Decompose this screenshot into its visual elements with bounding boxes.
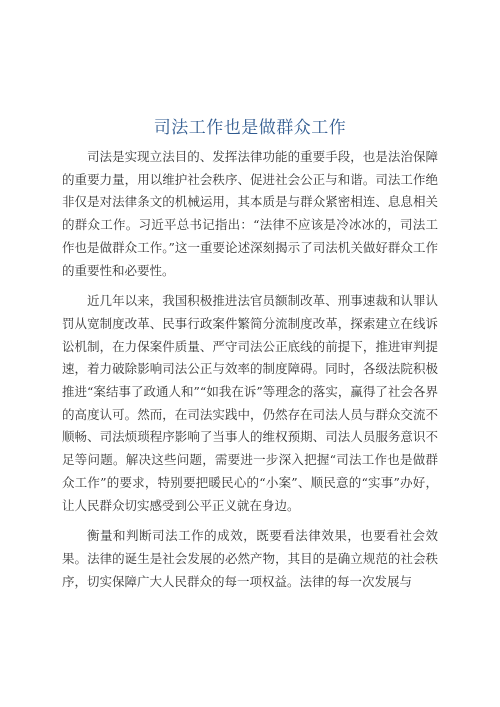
paragraph: 衡量和判断司法工作的成效，既要看法律效果，也要看社会效果。法律的诞生是社会发展的必然产物，其目的是确立规范的社会秩序，切实保障广大人民群众的每一项权益。法律的每一次发展与 [62, 528, 438, 589]
paragraph: 近几年以来，我国积极推进法官员额制改革、刑事速裁和认罪认罚从宽制度改革、民事行政案件繁简分流制度改革，探索建立在线诉讼机制，在力保案件质量、严守司法公正底线的前提下，推进审判提速，着力破除影响司法公正与效率的制度障碍。同时，各级法院积极推进“案结事了政通人和”“如我在诉”等理念的落实，赢得了社会各界的高度认可。然而，在司法实践中，仍然存在司法人员与群众交流不顺畅、司法烦琐程序影响了当事人的维权预期、司法人员服务意识不足等问题。解决这些问题，需要进一步深入把握“司法工作也是做群众工作”的要求，特别要把暖民心的“小案”、顺民意的“实事”办好，让人民群众切实感受到公平正义就在身边。 [62, 293, 438, 513]
document-body [62, 146, 438, 601]
document-title: 司法工作也是做群众工作 [153, 118, 347, 138]
paragraph: 司法是实现立法目的、发挥法律功能的重要手段，也是法治保障的重要力量，用以维护社会秩序、促进社会公正与和谐。司法工作绝非仅是对法律条文的机械运用，其本质是与群众紧密相连、息息相关的群众工作。习近平总书记指出：“法律不应该是冷冰冰的，司法工作也是做群众工作。”这一重要论述深刻揭示了司法机关做好群众工作的重要性和必要性。 [62, 149, 438, 278]
